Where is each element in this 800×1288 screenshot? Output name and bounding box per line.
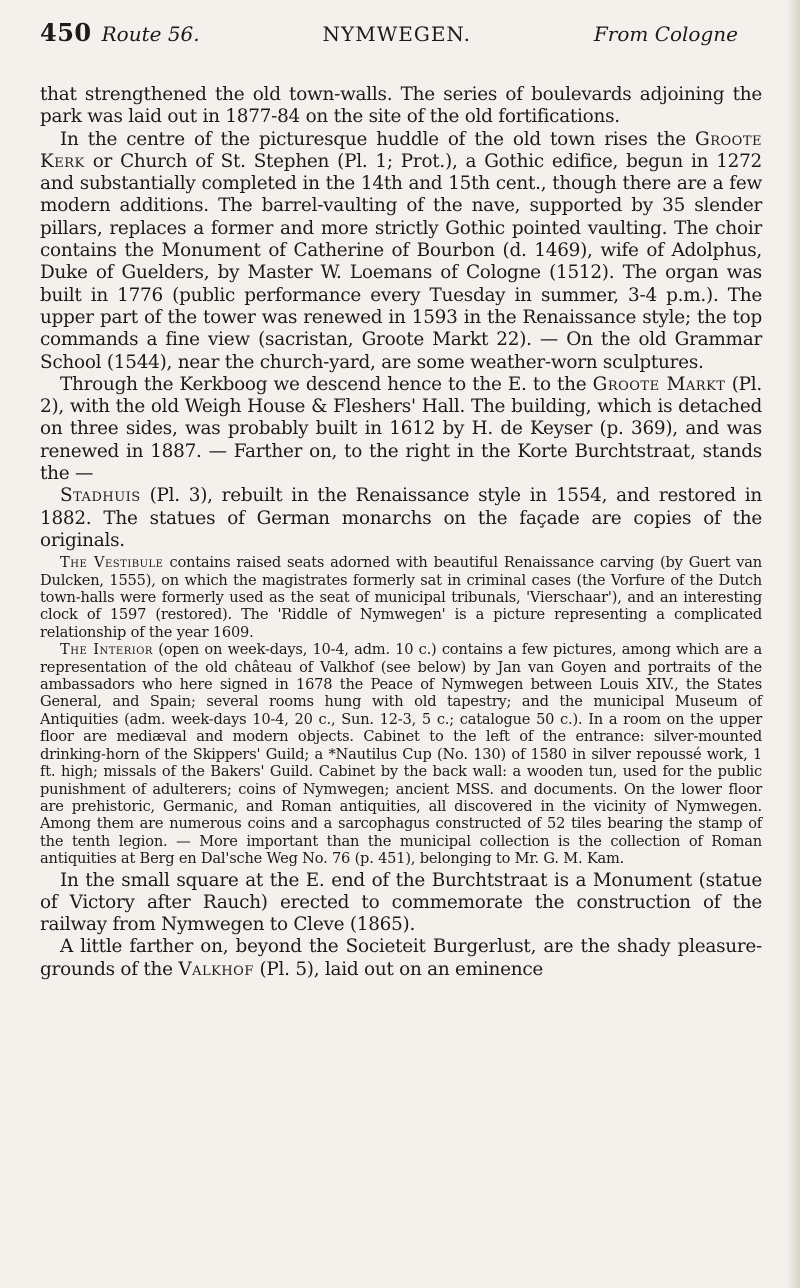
paragraph-text: (Pl. 2), with the old Weigh House & Fleshers' Hall. The building, which is detached on three sides, was probably built in 1612 by H. de Keyser (p. 369), and was renewed in 1887. — Farther on, to the right in the Korte Burchtstraat, stands the — [40, 373, 762, 485]
paragraph-text: contains raised seats adorned with beautiful Renaissance carving (by Guert van Dulcken, 1555), on which the magistrates formerly sat in criminal cases (the Vorfure of the Dutch town-halls were formerly used as the seat of municipal tribunals, 'Vierschaar'), and an interesting clock of 1597 (restored). The 'Riddle of Nymwegen' is a picture representing a complicated relationship of the year 1609. [40, 554, 762, 641]
from-label: From Cologne [593, 22, 738, 46]
paragraph-lead: Through the Kerkboog we descend hence to the E. to the [60, 373, 593, 395]
paragraph-text: (Pl. 5), laid out on an eminence [253, 958, 544, 980]
paragraph-text: or Church of St. Stephen (Pl. 1; Prot.), a Gothic edifice, begun in 1272 and substantially completed in the 14th and 15th cent., though there are a few modern additions. The barrel-vaulting of the nave, supported by 35 slender pillars, replaces a former and more strictly Gothic pointed vaulting. The choir contains the Monument of Catherine of Bourbon (d. 1469), wife of Adolphus, Duke of Guelders, by Master W. Loemans of Cologne (1512). The organ was built in 1776 (public performance every Tuesday in summer, 3-4 p.m.). The upper part of the tower was renewed in 1593 in the Renaissance style; the top commands a fine view (sacristan, Groote Markt 22). — On the old Grammar School (1544), near the church-yard, are some weather-worn sculptures. [40, 150, 762, 373]
paragraph-valkhof [40, 936, 762, 981]
header-left [40, 18, 200, 47]
paragraph-groote-kerk [40, 129, 762, 374]
place-name: Valkhof [178, 958, 254, 980]
paragraph-monument [40, 870, 762, 937]
paragraph-boulevards [40, 84, 762, 129]
place-name: Stadhuis [60, 485, 141, 507]
paragraph-vestibule [40, 554, 762, 641]
paragraph-text: that strengthened the old town-walls. The series of boulevards adjoining the park was laid out in 1877-84 on the site of the old fortifications. [40, 84, 762, 128]
page-edge-shadow [786, 0, 800, 1288]
paragraph-stadhuis [40, 485, 762, 552]
paragraph-lead: In the centre of the picturesque huddle of the old town rises the [60, 128, 696, 150]
section-heading: The Interior [60, 641, 153, 659]
page-number: 450 [40, 18, 92, 47]
place-name: Groote Markt [592, 373, 726, 395]
section-heading: The Vestibule [60, 554, 164, 572]
paragraph-lead: In the small square at the E. end of the Burchtstraat is a Monument (statue of Victory after Rauch) erected to commemorate the construction of the railway from Nymwegen to Cleve (1865). [40, 869, 762, 936]
page-header [40, 18, 762, 58]
running-title: NYMWEGEN. [322, 22, 472, 46]
book-page [40, 18, 762, 981]
paragraph-lead: A little farther on, beyond the Societeit Burgerlust, are the shady pleasure-grounds of the [40, 936, 762, 980]
paragraph-groote-markt [40, 374, 762, 485]
paragraph-interior [40, 641, 762, 867]
paragraph-text: (Pl. 3), rebuilt in the Renaissance style in 1554, and restored in 1882. The statues of German monarchs on the façade are copies of the originals. [40, 485, 762, 551]
route-label: Route 56. [101, 22, 200, 46]
place-name: Groote Kerk [40, 128, 762, 172]
paragraph-text: (open on week-days, 10-4, adm. 10 c.) contains a few pictures, among which are a representation of the old château of Valkhof (see below) by Jan van Goyen and portraits of the ambassadors who here signed in 1678 the Peace of Nymwegen between Louis XIV., the States General, and Spain; several rooms hung with old tapestry; and the municipal Museum of Antiquities (adm. week-days 10-4, 20 c., Sun. 12-3, 5 c.; catalogue 50 c.). In a room on the upper floor are mediæval and modern objects. Cabinet to the left of the entrance: silver-mounted drinking-horn of the Skippers' Guild; a *Nautilus Cup (No. 130) of 1580 in silver repoussé work, 1 ft. high; missals of the Bakers' Guild. Cabinet by the back wall: a wooden tun, used for the public punishment of adulterers; coins of Nymwegen; ancient MSS. and documents. On the lower floor are prehistoric, Germanic, and Roman antiquities, all discovered in the vicinity of Nymwegen. Among them are numerous coins and a sarcophagus constructed of 52 tiles bearing the stamp of the tenth legion. — More important than the municipal collection is the collection of Roman antiquities at Berg en Dal'sche Weg No. 76 (p. 451), belonging to Mr. G. M. Kam. [40, 641, 762, 868]
